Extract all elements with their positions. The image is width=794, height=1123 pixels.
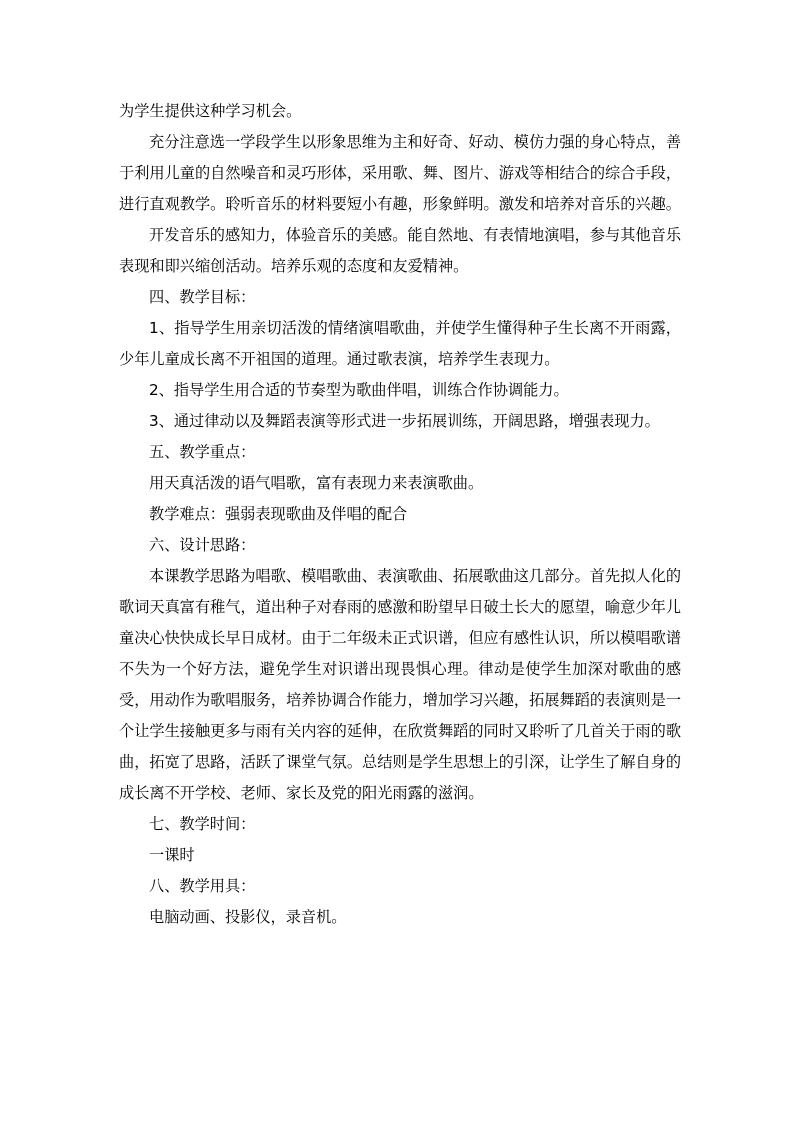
paragraph-design-idea: 本课教学思路为唱歌、模唱歌曲、表演歌曲、拓展歌曲这几部分。首先拟人化的歌词天真富有稚气，道出种子对春雨的感激和盼望早日破土长大的愿望，喻意少年儿童决心快快成长早日成材。由于二年级未正式识谱，但应有感性认识，所以模唱歌谱不失为一个好方法，避免学生对识谱出现畏惧心理。律动是使学生加深对歌曲的感受，用动作为歌唱服务，培养协调合作能力，增加学习兴趣，拓展舞蹈的表演则是一个让学生接触更多与雨有关内容的延伸，在欣赏舞蹈的同时又聆听了几首关于雨的歌曲，拓宽了思路，活跃了课堂气氛。总结则是学生思想上的引深，让学生了解自身的成长离不开学校、老师、家长及党的阳光雨露的滋润。 bbox=[119, 567, 681, 802]
paragraph-music-perception: 开发音乐的感知力，体验音乐的美感。能自然地、有表情地演唱，参与其他音乐表现和即兴缩创活动。培养乐观的态度和友爱精神。 bbox=[119, 226, 681, 275]
document-page bbox=[119, 96, 681, 933]
goal-item-1: 1、指导学生用亲切活泼的情绪演唱歌曲，并使学生懂得种子生长离不开雨露，少年儿童成长离不开祖国的道理。通过歌表演，培养学生表现力。 bbox=[119, 319, 681, 368]
paragraph-teaching-tools: 电脑动画、投影仪，录音机。 bbox=[149, 908, 347, 926]
goal-item-3: 3、通过律动以及舞蹈表演等形式进一步拓展训练，开阔思路，增强表现力。 bbox=[149, 412, 660, 430]
heading-teaching-time: 七、教学时间： bbox=[149, 815, 256, 833]
paragraph-teaching-time: 一课时 bbox=[149, 846, 195, 864]
paragraph-teaching-focus: 用天真活泼的语气唱歌，富有表现力来表演歌曲。 bbox=[149, 474, 484, 492]
heading-design-idea: 六、设计思路： bbox=[149, 536, 256, 554]
paragraph-student-characteristics: 充分注意选一学段学生以形象思维为主和好奇、好动、模仿力强的身心特点，善于利用儿童的自然噪音和灵巧形体，采用歌、舞、图片、游戏等相结合的综合手段，进行直观教学。聆听音乐的材料要短小有趣，形象鲜明。激发和培养对音乐的兴趣。 bbox=[119, 133, 681, 213]
paragraph-teaching-difficulty: 教学难点：强弱表现歌曲及伴唱的配合 bbox=[149, 505, 408, 523]
paragraph-continuation: 为学生提供这种学习机会。 bbox=[119, 102, 302, 120]
heading-teaching-tools: 八、教学用具： bbox=[149, 877, 256, 895]
heading-teaching-focus: 五、教学重点： bbox=[149, 443, 256, 461]
goal-item-2: 2、指导学生用合适的节奏型为歌曲伴唱，训练合作协调能力。 bbox=[149, 381, 569, 399]
heading-teaching-goals: 四、教学目标： bbox=[149, 288, 256, 306]
